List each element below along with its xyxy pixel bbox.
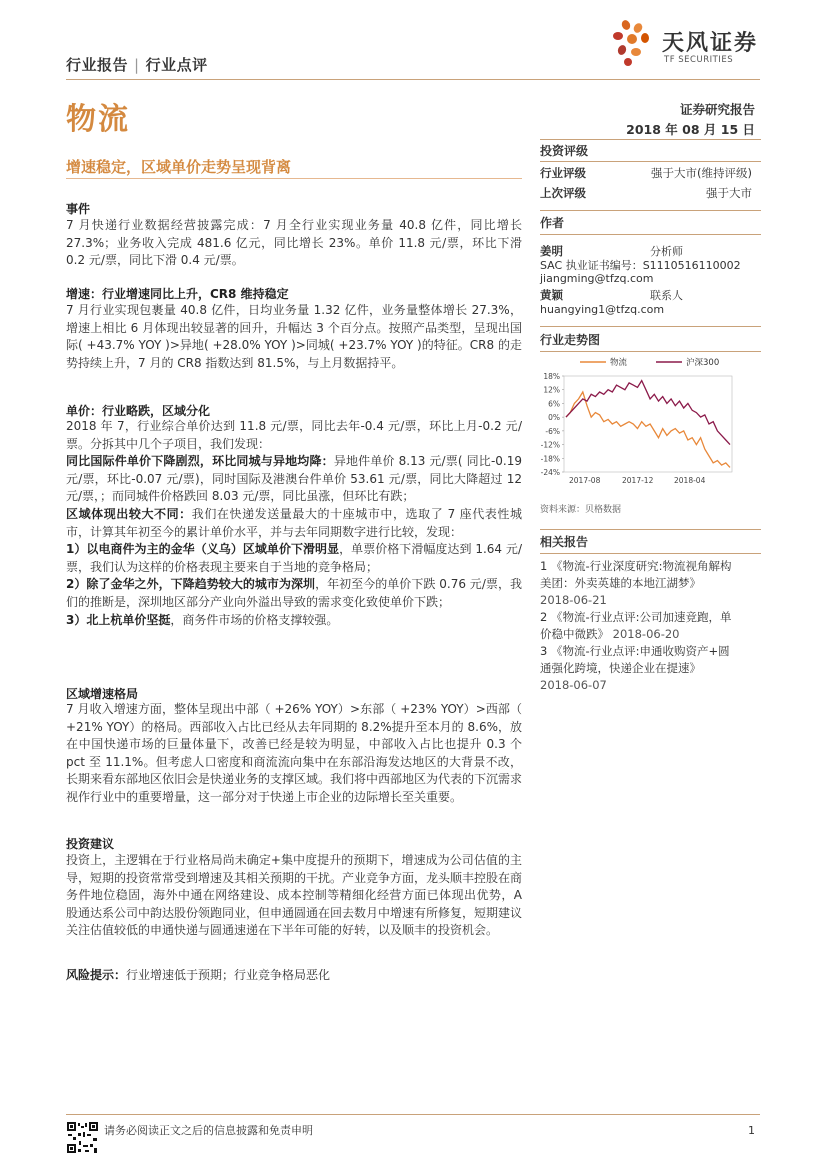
author-2-email[interactable]: huangying1@tfzq.com — [540, 303, 665, 316]
sidebar-divider — [540, 326, 761, 327]
related-report-3-title-b: 通强化跨境，快递企业在提速》 — [540, 661, 701, 675]
rating-heading: 投资评级 — [540, 144, 589, 158]
rating-value: 强于大市(维持评级) — [651, 166, 752, 180]
chart-source: 资料来源：贝格数据 — [540, 505, 622, 515]
qr-code-icon — [66, 1121, 99, 1154]
breadcrumb-separator: | — [134, 56, 140, 74]
chart-plot-frame — [564, 376, 732, 472]
price-paragraph-1: 2018 年 7，行业综合单价达到 11.8 元/票，同比去年-0.4 元/票，环比上月-0.2 元/票。分拆其中几个子项目，我们发现： — [66, 419, 522, 451]
related-report-2-title-a: 2 《物流-行业点评:公司加速竞跑，单 — [540, 610, 732, 624]
price-item-1-lead: 1）以电商件为主的金华（义乌）区域单价下滑明显 — [66, 542, 340, 557]
sidebar-divider — [540, 529, 761, 530]
growth-heading: 增速：行业增速同比上升，CR8 维持稳定 — [66, 287, 289, 301]
y-tick-label: 0% — [548, 413, 560, 423]
industry-trend-chart — [540, 352, 761, 497]
series-line-1 — [566, 392, 730, 467]
related-report-1-title-a: 1 《物流-行业深度研究:物流视角解构 — [540, 559, 732, 573]
author-1 — [540, 245, 761, 259]
region-paragraph: 7 月收入增速方面，整体呈现出中部（ +26% YOY）>东部（ +23% YOY）>西部（ +21% YOY）的格局。西部收入占比已经从去年同期的 8.2%提升至本月的 8.6%，放在中国快递市场的巨量体量下，改善已经是较为明显，中部收入占比也提升 0.3 个 pct 至 11.1%。但考虑人口密度和商流流向集中在东部沿海发达地区的大背景不改，长期来看东部地区依旧会是快递业务的支撑区域。我们将中西部地区为代表的下沉需求视作行业中的重要增量，这一部分对于快递上市企业的边际增长至关重要。 — [66, 702, 523, 804]
price-item-2 — [66, 576, 522, 611]
tf-securities-logo — [606, 18, 766, 68]
logo-text-cn: 天风证券 — [662, 31, 759, 56]
y-tick-label: -18% — [540, 454, 560, 464]
risk-text: 行业增速低于预期；行业竞争格局恶化 — [126, 968, 331, 982]
footer-divider — [66, 1114, 760, 1115]
y-tick-label: 18% — [543, 372, 560, 381]
previous-rating-row — [540, 185, 761, 205]
x-tick-label: 2017-12 — [622, 476, 654, 485]
sidebar-divider — [540, 553, 761, 554]
logo-mark-icon — [606, 18, 658, 68]
x-tick-label: 2018-04 — [674, 476, 706, 485]
author-2-role: 联系人 — [650, 289, 683, 302]
related-report-1-title-b: 美团：外卖英雄的本地江湖梦》 — [540, 576, 701, 590]
price-item-2-lead: 2）除了金华之外，下降趋势较大的城市为深圳 — [66, 577, 316, 592]
invest-paragraph: 投资上，主逻辑在于行业格局尚未确定+集中度提升的预期下，增速成为公司估值的主导，短期的投资常常受到增速及其相关预期的干扰。产业竞争方面，龙头顺丰控股在商务件地位稳固，海外中通在网络建设、成本控制等精细化经营方面已体现出优势，A 股通达系公司中韵达股份领跑同业，但申通圆通在回去数月中增速有所修复，短期建议关注估值较低的申通快递与圆通速递在下半年可能的好转，以及顺丰的投资机会。 — [66, 853, 523, 938]
price-item-2-text: ，年初至今的单价下跌 0.76 元/票，我们的推断是，深圳地区部分产业向外溢出导致的需求变化致使单价下跌； — [66, 577, 522, 609]
sidebar-divider — [540, 139, 761, 140]
event-paragraph: 7 月快递行业数据经营披露完成：7 月全行业实现业务量 40.8 亿件，同比增长 27.3%；业务收入完成 481.6 亿元，同比增长 23%。单价 11.8 元/票，环比下滑 0.2 元/票，同比下滑 0.4 元/票。 — [66, 218, 522, 268]
price-item-3-text: ，商务件市场的价格支撑较强。 — [170, 612, 339, 627]
invest-heading: 投资建议 — [66, 837, 115, 851]
risk-line — [66, 967, 522, 985]
related-report-1-date: 2018-06-21 — [540, 593, 607, 607]
chart-heading-block — [540, 326, 761, 352]
price-paragraph-2 — [66, 453, 522, 506]
rating-row — [540, 165, 761, 185]
price-paragraph-2-lead: 同比国际件单价下降剧烈，环比同城与异地均降： — [66, 454, 334, 469]
breadcrumb-comment: 行业点评 — [145, 56, 208, 74]
related-report-3[interactable] — [540, 643, 761, 694]
price-item-3 — [66, 612, 522, 630]
event-heading: 事件 — [66, 202, 91, 216]
price-item-1-text: ，单票价格下滑幅度达到 1.64 元/票，我们认为这样的价格表现主要来自于当地的竞争格局； — [66, 542, 522, 574]
price-item-3-lead: 3）北上杭单价坚挺 — [66, 612, 171, 627]
breadcrumb — [66, 54, 208, 75]
sidebar-divider — [540, 210, 761, 211]
risk-heading: 风险提示： — [66, 968, 127, 982]
author-1-sac: SAC 执业证书编号：S1110516110002 — [540, 259, 741, 272]
related-report-3-title-a: 3 《物流-行业点评:申通收购资产+圆 — [540, 644, 730, 658]
legend-label-1: 物流 — [610, 358, 628, 368]
y-tick-label: -6% — [545, 426, 560, 436]
sidebar-divider — [540, 161, 761, 162]
region-heading: 区域增速格局 — [66, 687, 139, 701]
report-type: 证券研究报告 — [679, 102, 755, 117]
related-heading: 相关报告 — [540, 535, 589, 549]
y-tick-label: -24% — [540, 468, 560, 477]
chart-heading: 行业走势图 — [540, 333, 601, 347]
price-heading: 单价：行业略跌，区域分化 — [66, 404, 211, 418]
header-divider — [66, 79, 760, 80]
author-1-email[interactable]: jiangming@tfzq.com — [540, 272, 654, 285]
y-tick-label: 12% — [543, 385, 560, 395]
author-2-name: 黄颖 — [540, 288, 563, 302]
author-2 — [540, 289, 761, 303]
industry-title: 物流 — [66, 102, 130, 137]
related-reports — [540, 529, 761, 694]
author-1-role: 分析师 — [650, 245, 683, 258]
footer-disclaimer: 请务必阅读正文之后的信息披露和免责申明 — [104, 1124, 313, 1137]
related-report-2-date: 2018-06-20 — [612, 627, 680, 641]
legend-label-2: 沪深300 — [686, 358, 720, 368]
related-report-3-date: 2018-06-07 — [540, 678, 607, 692]
sidebar-divider — [540, 234, 761, 235]
price-paragraph-3-text: 我们在快递发送量最大的十座城市中，选取了 7 座代表性城市，计算其年初至今的累计单价水平，并与去年同期数字进行比较，发现： — [66, 506, 522, 539]
rating-section — [540, 139, 761, 205]
report-subtitle: 增速稳定，区域单价走势呈现背离 — [66, 158, 292, 176]
author-section — [540, 210, 761, 316]
y-tick-label: 6% — [548, 399, 560, 409]
price-paragraph-2-text: 异地件单价 8.13 元/票( 同比-0.19 元/票，环比-0.07 元/票)，同时国际及港澳台件单价 53.61 元/票，同比大降超过 12 元/票，；而同城件价格跌回 8.03 元/票，同比虽涨，但环比有跌； — [66, 454, 522, 504]
author-heading: 作者 — [540, 216, 565, 230]
growth-paragraph: 7 月行业实现包裹量 40.8 亿件，日均业务量 1.32 亿件，业务量整体增长 27.3%，增速上相比 6 月体现出较显著的回升，升幅达 3 个百分点。按照产品类型，呈现出国际( +43.7% YOY )>异地( +28.0% YOY )>同城( +23.7% YOY )的特征。CR8 的走势持续上升，7 月的 CR8 指数达到 81.5%，与上月数据持平。 — [66, 303, 522, 370]
related-report-2[interactable] — [540, 609, 761, 643]
breadcrumb-report: 行业报告 — [66, 56, 129, 74]
related-report-1[interactable] — [540, 558, 761, 609]
price-item-1 — [66, 541, 522, 576]
subtitle-divider — [66, 178, 522, 179]
previous-rating-value: 强于大市 — [706, 186, 752, 200]
related-report-2-title-b: 价稳中微跌》 — [540, 627, 609, 641]
author-1-name: 姜明 — [540, 244, 563, 258]
page-number: 1 — [748, 1124, 755, 1137]
y-tick-label: -12% — [540, 440, 560, 450]
price-section — [66, 418, 522, 629]
series-line-2 — [566, 381, 730, 445]
report-date: 2018 年 08 月 15 日 — [626, 122, 755, 137]
rating-label: 行业评级 — [540, 166, 586, 180]
x-tick-label: 2017-08 — [569, 476, 601, 485]
previous-rating-label: 上次评级 — [540, 186, 586, 200]
price-paragraph-3-lead: 区域体现出较大不同： — [66, 506, 192, 521]
logo-text-en: TF SECURITIES — [664, 55, 734, 65]
trend-chart-svg — [540, 352, 761, 497]
price-paragraph-3 — [66, 506, 522, 541]
